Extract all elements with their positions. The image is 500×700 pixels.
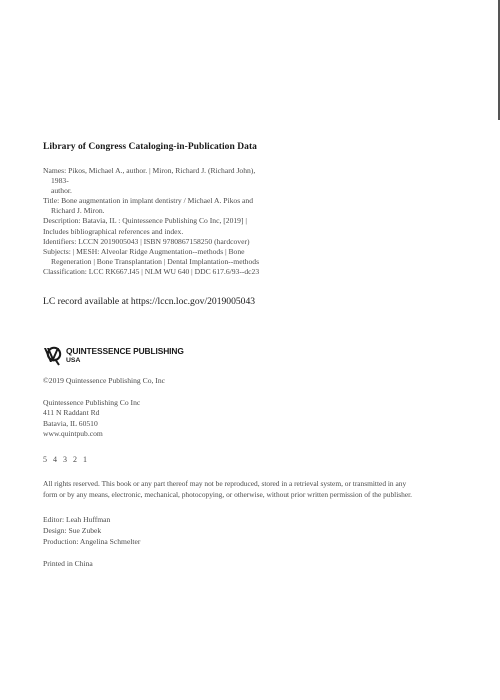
rights-line: All rights reserved. This book or any part thereof may not be reproduced, stored in a retrieval system, or transmitted in any <box>43 479 407 488</box>
credits-block <box>43 515 140 547</box>
cip-description: Description: Batavia, IL : Quintessence Publishing Co Inc, [2019] | <box>43 216 247 226</box>
cip-subjects-cont: Regeneration | Bone Transplantation | Dental Implantation--methods <box>51 256 260 266</box>
rights-statement <box>43 478 463 500</box>
cip-names-cont: author. <box>51 186 72 196</box>
lc-record-line: LC record available at https://lccn.loc.gov/2019005043 <box>43 296 256 307</box>
cip-title: Title: Bone augmentation in implant dentistry / Michael A. Pikos and <box>43 196 254 206</box>
cip-heading: Library of Congress Cataloging-in-Publication Data <box>43 142 257 152</box>
cip-title-cont: Richard J. Miron. <box>51 206 105 216</box>
printing-line: 5 4 3 2 1 <box>43 455 87 464</box>
cip-identifiers: Identifiers: LCCN 2019005043 | ISBN 9780867158250 (hardcover) <box>43 236 250 246</box>
cip-subjects: Subjects: | MESH: Alveolar Ridge Augmentation--methods | Bone <box>43 246 245 256</box>
credit-design: Design: Sue Zubek <box>43 525 102 535</box>
credit-production: Production: Angelina Schmelter <box>43 536 141 546</box>
publisher-website: www.quintpub.com <box>43 429 103 439</box>
qp-monogram-icon <box>43 345 63 367</box>
copyright-notice: ©2019 Quintessence Publishing Co, Inc <box>43 376 165 385</box>
rights-line: form or by any means, electronic, mechanical, photocopying, or otherwise, without prior written permission of the publisher. <box>43 490 413 499</box>
publisher-logo-region: USA <box>66 357 81 364</box>
publisher-address <box>43 398 140 440</box>
cip-names: Names: Pikos, Michael A., author. | Miron, Richard J. (Richard John), <box>43 166 256 175</box>
address-line: Quintessence Publishing Co Inc <box>43 398 141 407</box>
publisher-logo <box>43 345 184 369</box>
cip-description-cont: Includes bibliographical references and index. <box>43 226 184 236</box>
cip-classification: Classification: LCC RK667.I45 | NLM WU 640 | DDC 617.6/93--dc23 <box>43 266 260 276</box>
cip-data-block <box>43 166 463 277</box>
printed-in: Printed in China <box>43 559 93 568</box>
credit-editor: Editor: Leah Huffman <box>43 515 111 524</box>
address-line: Batavia, IL 60510 <box>43 418 98 428</box>
address-line: 411 N Raddant Rd <box>43 408 100 418</box>
publisher-logo-name: QUINTESSENCE PUBLISHING <box>66 346 184 356</box>
publisher-logo-text <box>66 347 184 365</box>
cip-names-cont: 1983- <box>51 176 69 186</box>
